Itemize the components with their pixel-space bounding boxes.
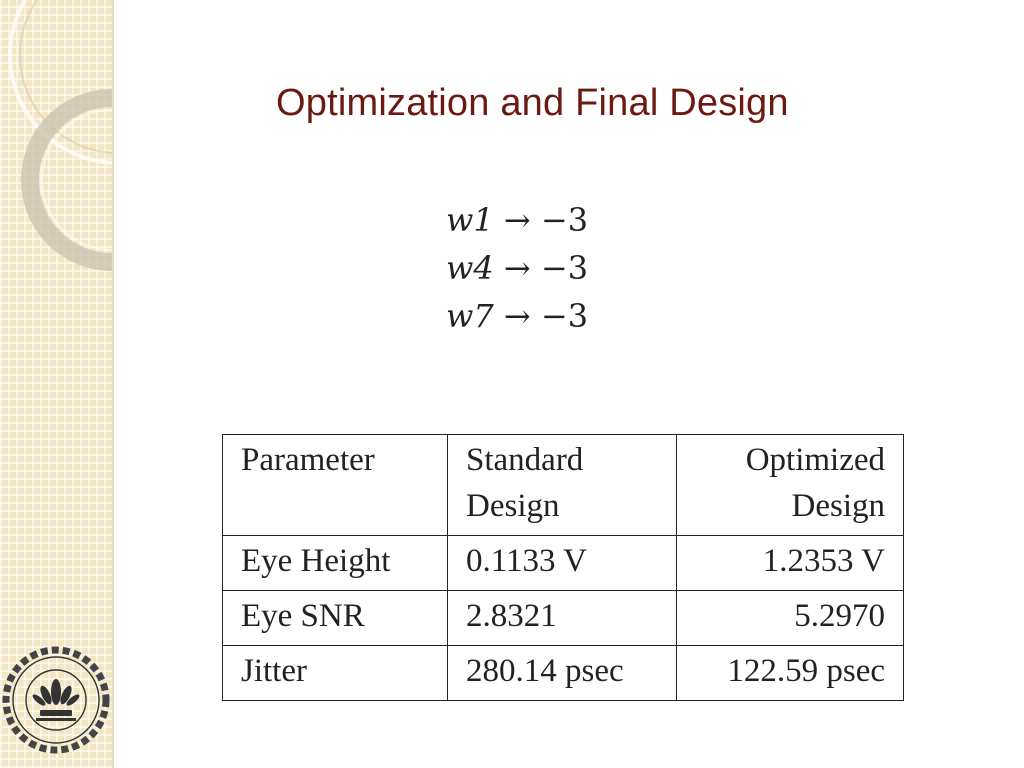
table-row [223,646,904,701]
table-header-row [223,435,904,536]
header-standard-line1: Standard [466,442,584,478]
table-row [223,536,904,591]
header-parameter: Parameter [223,435,448,536]
equation-value: −3 [540,249,589,287]
header-standard-line2: Design [466,488,560,524]
equation-variable: w1 [446,201,494,239]
equation-line [446,244,588,292]
equation-variable: w7 [446,297,494,335]
cell-optimized: 5.2970 [677,591,904,646]
cell-parameter: Jitter [223,646,448,701]
equation-line [446,196,588,244]
cell-parameter: Eye Height [223,536,448,591]
comparison-table [222,434,904,701]
cell-standard: 280.14 psec [448,646,677,701]
equation-value: −3 [540,201,589,239]
sidebar-divider [112,0,114,768]
cell-standard: 0.1133 V [448,536,677,591]
weight-equations [446,196,588,340]
header-optimized-design [677,435,904,536]
equation-variable: w4 [446,249,494,287]
cell-optimized: 122.59 psec [677,646,904,701]
arrow-icon: → [503,297,531,335]
equation-value: −3 [540,297,589,335]
header-standard-design [448,435,677,536]
header-optimized-line1: Optimized [745,442,885,478]
cell-parameter: Eye SNR [223,591,448,646]
decorative-rings-icon [0,0,112,640]
arrow-icon: → [503,249,531,287]
cell-optimized: 1.2353 V [677,536,904,591]
equation-line [446,292,588,340]
cell-standard: 2.8321 [448,591,677,646]
iit-bombay-logo-icon [2,640,110,764]
slide-title: Optimization and Final Design [276,82,789,124]
table-row [223,591,904,646]
header-optimized-line2: Design [791,488,885,524]
arrow-icon: → [503,201,531,239]
decorative-sidebar [0,0,112,768]
